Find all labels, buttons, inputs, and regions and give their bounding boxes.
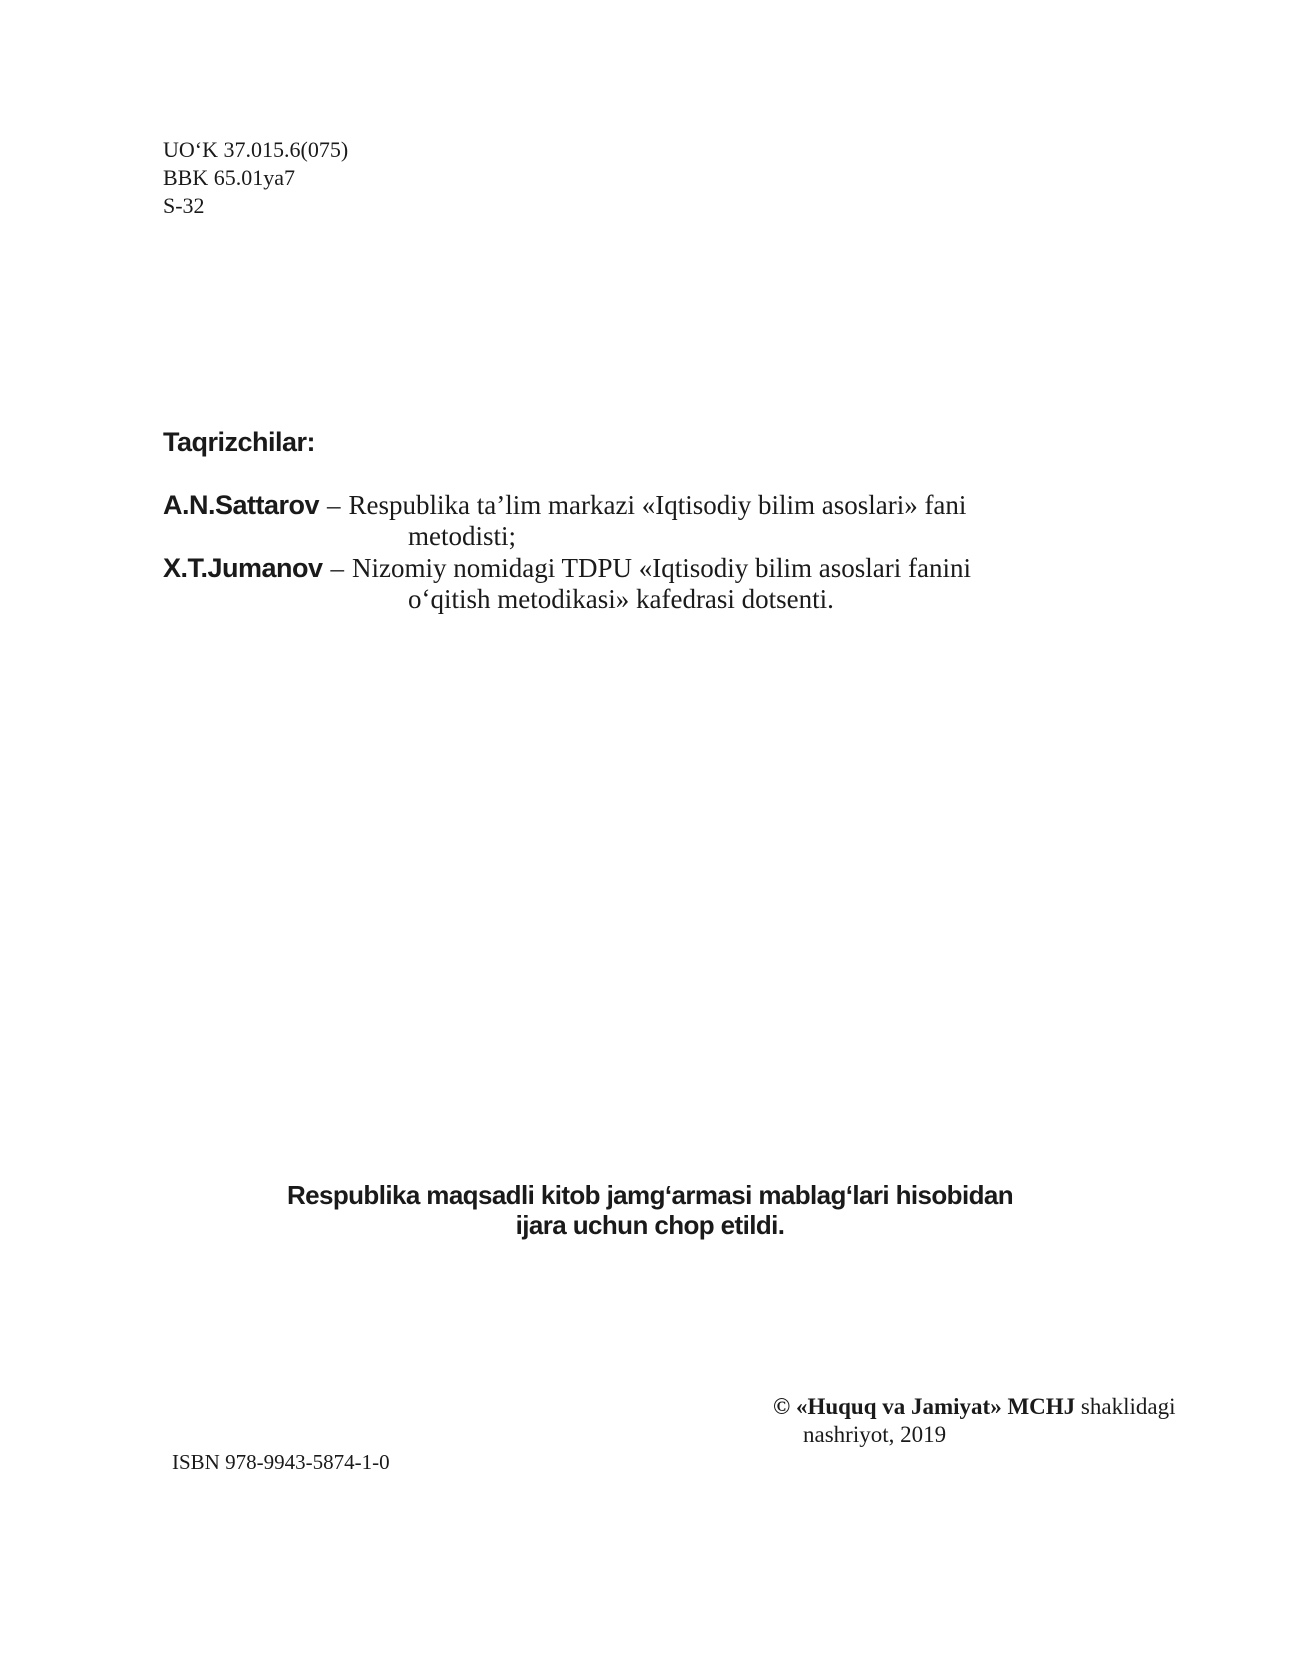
funding-note: [0, 1180, 1300, 1240]
publisher-year-line: nashriyot, 2019: [803, 1422, 947, 1447]
reviewers-heading: Taqrizchilar:: [163, 427, 316, 457]
reviewer-position-continued: o‘qitish metodikasi» kafedrasi dotsenti.: [408, 584, 834, 614]
reviewer-dash: –: [330, 553, 345, 583]
reviewer-position: Respublika ta’lim markazi «Iqtisodiy bilim asoslari» fani: [348, 490, 967, 520]
copyright-notice: [773, 1393, 1175, 1449]
funding-note-line: Respublika maqsadli kitob jamg‘armasi mablag‘lari hisobidan: [286, 1180, 1014, 1210]
reviewer-name: A.N.Sattarov: [163, 490, 320, 520]
uok-code: UO‘K 37.015.6(075): [163, 137, 349, 162]
author-mark-code: S-32: [163, 193, 205, 218]
classification-codes: [163, 136, 348, 220]
reviewer-name: X.T.Jumanov: [163, 553, 323, 583]
reviewer-entry: [163, 553, 1163, 615]
reviewer-position: Nizomiy nomidagi TDPU «Iqtisodiy bilim asoslari fanini: [352, 553, 972, 583]
publisher-name: «Huquq va Jamiyat» MCHJ: [795, 1394, 1076, 1419]
reviewer-dash: –: [327, 490, 341, 520]
reviewer-entry: [163, 490, 1163, 552]
reviewer-position-continued: metodisti;: [408, 521, 516, 551]
bbk-code: BBK 65.01ya7: [163, 165, 295, 190]
publisher-form: shaklidagi: [1080, 1394, 1176, 1419]
funding-note-line: ijara uchun chop etildi.: [515, 1210, 785, 1240]
copyright-symbol: ©: [773, 1394, 791, 1419]
isbn-number: ISBN 978-9943-5874-1-0: [172, 1450, 390, 1474]
